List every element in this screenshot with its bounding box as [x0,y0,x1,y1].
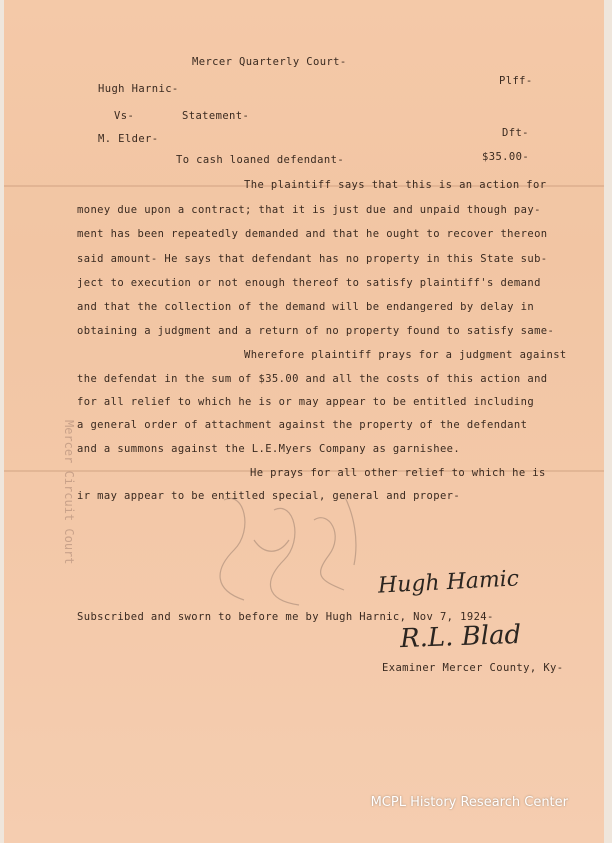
defendant-name: M. Elder- [98,133,159,145]
body-line: and a summons against the L.E.Myers Company as garnishee. [77,443,461,455]
plaintiff-signature: Hugh Hamic [377,566,520,599]
body-line: ir may appear to be entitled special, general and proper- [77,490,461,502]
body-line: the defendat in the sum of $35.00 and all the costs of this action and [77,373,548,385]
examiner-title: Examiner Mercer County, Ky- [382,662,564,674]
plaintiff-name: Hugh Harnic- [98,83,179,95]
charge-line: To cash loaned defendant- [176,154,345,166]
body-line: ject to execution or not enough thereof to satisfy plaintiff's demand [77,277,541,289]
versus-label: Vs- [114,110,135,122]
body-line: money due upon a contract; that it is just due and unpaid though pay- [77,204,541,216]
statement-heading: Statement- [182,110,250,122]
examiner-signature: R.L. Blad [399,619,522,655]
defendant-tag: Dft- [502,127,529,139]
subscription-line: Subscribed and sworn to before me by Hugh Harnic, Nov 7, 1924- [77,611,494,623]
body-line: a general order of attachment against the property of the defendant [77,419,528,431]
document-page [4,0,604,843]
body-line: ment has been repeatedly demanded and that he ought to recover thereon [77,228,548,240]
body-line: said amount- He says that defendant has no property in this State sub- [77,253,548,265]
body-line: He prays for all other relief to which he is [250,467,546,479]
body-line: obtaining a judgment and a return of no property found to satisfy same- [77,325,555,337]
plaintiff-tag: Plff- [499,75,533,87]
body-line: for all relief to which he is or may appear to be entitled including [77,396,535,408]
body-line: The plaintiff says that this is an action for [244,179,547,191]
amount: $35.00- [482,151,530,163]
body-line: Wherefore plaintiff prays for a judgment against [244,349,567,361]
pencil-scribble [204,480,384,620]
body-line: and that the collection of the demand will be endangered by delay in [77,301,535,313]
court-heading: Mercer Quarterly Court- [192,56,347,68]
watermark: MCPL History Research Center [370,795,568,810]
margin-stamp: Mercer Circuit Court [62,420,76,565]
